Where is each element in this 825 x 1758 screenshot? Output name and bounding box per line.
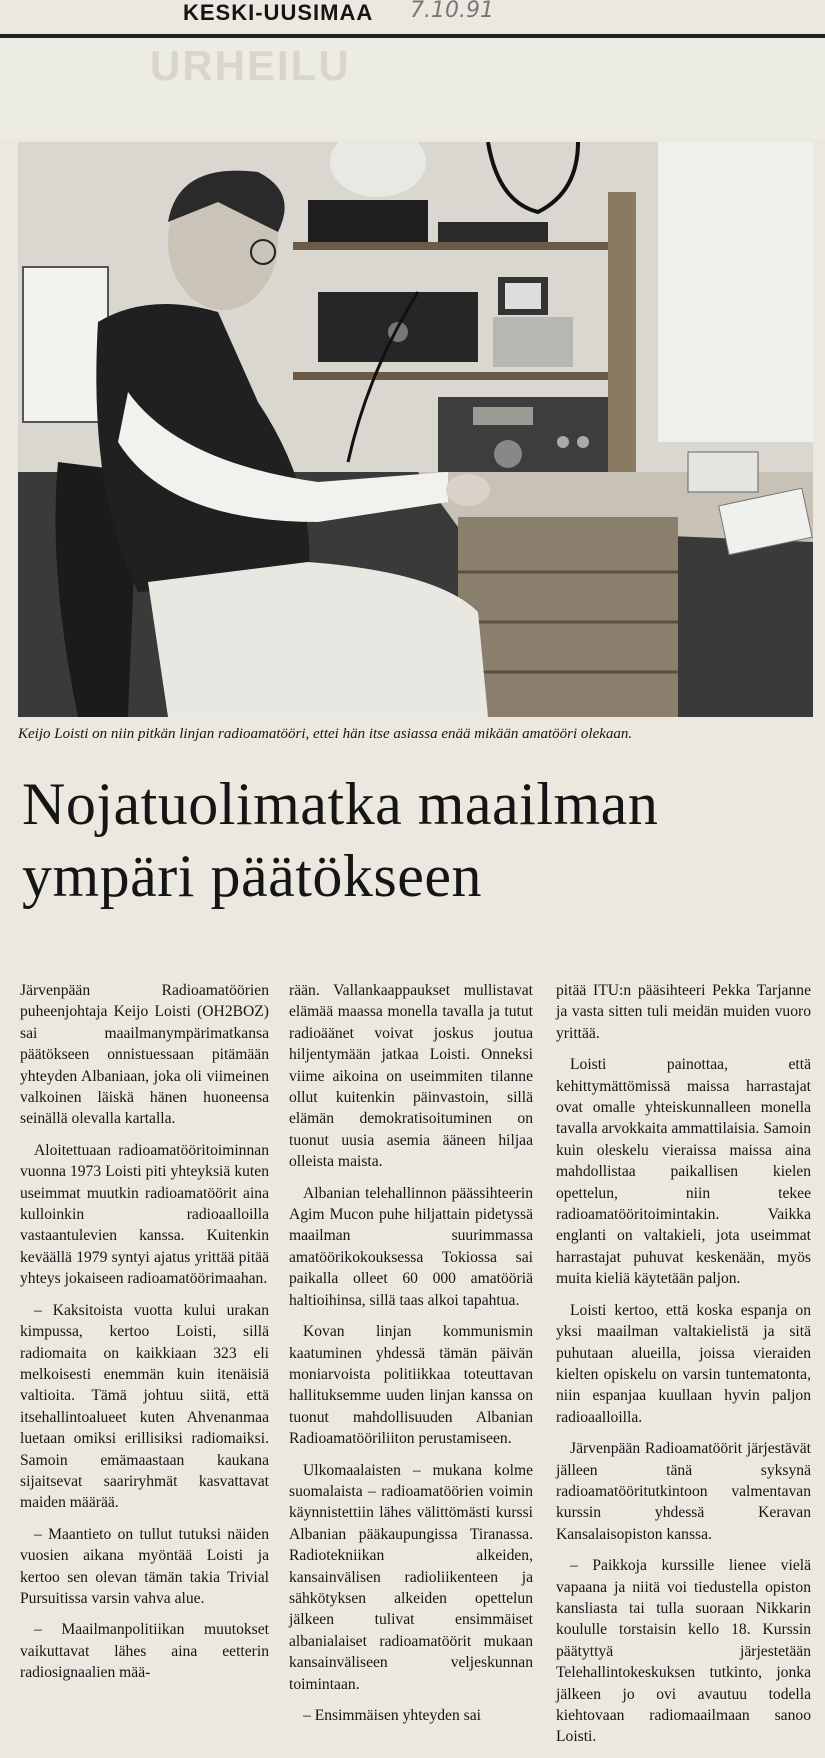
paragraph: – Paikkoja kurssille lienee vielä vapaana ja niitä voi tiedustella opiston kansliasta tai tulla suoraan Nikkarin koululle torstaisin kello 18. Kurssin päätyttyä järjestetään Telehallintokeskuksen tutkinto, jonka jälkeen jo ovi avautuu todella kiehtovaan radiomaailmaan sanoo Loisti. (556, 1557, 811, 1746)
bleed-through-text: URHEILU (150, 42, 351, 89)
paragraph: – Kaksitoista vuotta kului urakan kimpussa, kertoo Loisti, sillä radiomaita on kaikkiaan 323 eli melkoisesti enemmän kuin itenäisiä valtioita. Tämä johtuu siitä, että itsehallintoalueet kuten Ahvenanmaa luetaan omiksi erillisiksi radiomaiksi. Samoin emämaastaan kaukana sijaitsevat saariryhmät kasvattavat maiden määrää. (20, 1301, 269, 1512)
paragraph: Järvenpään Radioamatöörien puheenjohtaja Keijo Loisti (OH2BOZ) sai maailmanympärimatkansa päätökseen onnistuessaan pitämään yhteyden Albaniaan, joka oli viimeinen valkoinen läiskä hänen huoneensa seinällä olevalla kartalla. (20, 982, 269, 1128)
paragraph: Aloitettuaan radioamatööritoiminnan vuonna 1973 Loisti piti yhteyksiä kuten useimmat muutkin radioamatöörit aina kulloinkin radioaalloilla vastaantulevien kanssa. Kuitenkin keväällä 1979 syntyi ajatus yrittää pitää yhteys jokaiseen radioamatöörimaahan. (20, 1141, 269, 1288)
handwritten-date: 7.10.91 (410, 0, 494, 23)
paragraph: Loisti kertoo, että koska espanja on yksi maailman valtakielistä ja sitä puhutaan alueilla, joissa vieraiden kielten opiskelu on varsin tuntematonta, niin espanjaa kuullaan hyvin paljon radioaalloilla. (556, 1301, 811, 1426)
paragraph: – Maailmanpolitiikan muutokset vaikuttavat lähes aina eetterin radiosignaalien mää- (20, 1621, 269, 1682)
paragraph: pitää ITU:n pääsihteeri Pekka Tarjanne ja vasta sitten tuli meidän muiden vuoro yrittää. (556, 982, 811, 1042)
paragraph: Albanian telehallinnon päässihteerin Agim Mucon puhe hiljattain pidetyssä maailman suurimmassa amatöörikokouksessa Tokiossa sai paikalla olleet 60 000 amatööriä haltioihinsa, sillä taas alkoi tapahtua. (289, 1184, 533, 1309)
article-column-1 (20, 980, 269, 1694)
paragraph: Loisti painottaa, että kehittymättömissä maissa harrastajat ovat omalle yhteiskunnalleen monella tavalla arvokkaita ammattilaisia. Samoin kuin oleskelu vieraissa maissa aina mahdollistaa paikallisen kielen opettelun, niin tekee radioamatööritoimintakin. Vaikka englanti on valtakieli, jota useimmat harrastajat puhuvat keskenään, myös muita kieliä käytetään paljon. (556, 1056, 811, 1288)
ham-radio-operator-photo (18, 142, 813, 717)
paragraph: – Ensimmäisen yhteyden sai (303, 1707, 481, 1724)
newspaper-name: KESKI-UUSIMAA (183, 0, 374, 25)
headline (22, 768, 812, 912)
paragraph: – Maantieto on tullut tutuksi näiden vuosien aikana myöntää Loisti ja kertoo sen olevan tämän takia Trivial Pursuitissa varsin vahva alue. (20, 1525, 269, 1607)
article-photo (18, 142, 813, 717)
article-column-2 (289, 980, 533, 1736)
article-column-3 (556, 980, 811, 1758)
paragraph: Ulkomaalaisten – mukana kolme suomalaista – radioamatöörien voimin käynnistettiin lähes välittömästi kurssi Albanian pääkaupungissa Tiranassa. Radiotekniikan alkeiden, kansainvälisen radioliikenteen ja sähkötyksen alkeiden opettelun jälkeen tulivat ensimmäiset albanialaiset radioamatöörit mukaan kansainväliseen veljeskunnan toimintaan. (289, 1461, 533, 1693)
paragraph: rään. Vallankaappaukset mullistavat elämää maassa monella tavalla ja tutut radioäänet voivat joskus joutua hiljentymään jatkaa Loisti. Onneksi viime aikoina on useimmiten tilanne ollut kuitenkin päinvastoin, sillä elämän demokratisoituminen on tuonut uusia asemia ääneen hiljaa olleista maista. (289, 982, 533, 1171)
headline-line-1: Nojatuolimatka maailman (22, 771, 659, 837)
paragraph: Kovan linjan kommunismin kaatuminen yhdessä tämän päivän moniarvoista politiikkaa toteuttavan hallituksemme uuden linjan kanssa on tuonut mahdollisuuden Albanian Radioamatööriliiton perustamiseen. (289, 1323, 533, 1448)
headline-line-2: ympäri päätökseen (22, 843, 482, 909)
photo-caption: Keijo Loisti on niin pitkän linjan radioamatööri, ettei hän itse asiassa enää mikään amatööri olekaan. (18, 726, 633, 742)
paragraph: Järvenpään Radioamatöörit järjestävät jälleen tänä syksynä radioamatööritutkintoon valmentavan kurssin yhdessä Keravan Kansalaisopiston kanssa. (556, 1440, 811, 1543)
bleed-through-band (0, 38, 825, 138)
masthead (0, 0, 825, 38)
